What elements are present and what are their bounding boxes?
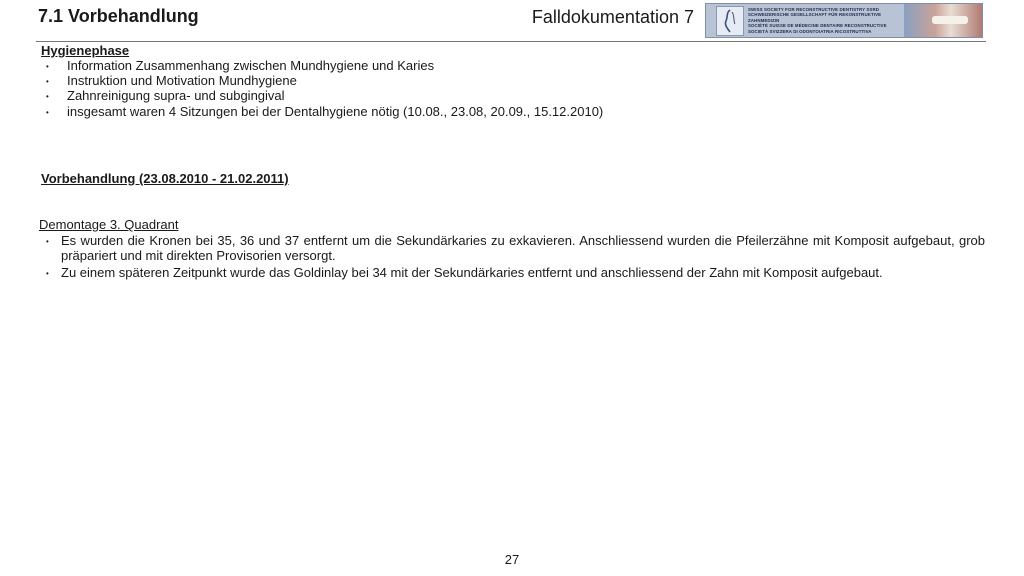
society-name [748,7,898,34]
tooth-emblem-icon [716,6,744,36]
society-line: SOCIETÀ SVIZZERA DI ODONTOIATRIA RICOSTRUTTIVA [748,28,872,34]
document-label: Falldokumentation 7 [531,7,694,27]
list-item: • Es wurden die Kronen bei 35, 36 und 37 entfernt um die Sekundärkaries zu exkavieren. Anschliessend wurden die Pfeilerzähne mit Komposit aufgebaut, grob präpariert und mit direkten Provisorien versorgt. [46,234,985,263]
smile-photo [904,4,982,37]
list-item: • Information Zusammenhang zwischen Mundhygiene und Karies [46,58,603,73]
list-item: • Zu einem späteren Zeitpunkt wurde das Goldinlay bei 34 mit der Sekundärkaries entfernt und anschliessend der Zahn mit Komposit aufgebaut. [46,266,985,281]
list-item: • insgesamt waren 4 Sitzungen bei der Dentalhygiene nötig (10.08., 23.08, 20.09., 15.12.2010) [46,104,603,119]
hygiene-list [46,58,603,119]
society-line: SWISS SOCIETY FOR RECONSTRUCTIVE DENTISTRY SSRD [748,7,879,12]
list-item: • Instruktion und Motivation Mundhygiene [46,73,603,88]
list-item: • Zahnreinigung supra- und subgingival [46,88,603,103]
society-logo-banner [705,3,983,38]
society-line: SCHWEIZERISCHE GESELLSCHAFT FÜR REKONSTRUKTIVE ZAHNMEDIZIN [748,12,882,23]
quadrant-subheading: Demontage 3. Quadrant [39,217,179,232]
page-number: 27 [504,552,520,567]
society-line: SOCIÉTÉ SUISSE DE MÉDECINE DENTAIRE RECONSTRUCTIVE [748,23,887,29]
slide-title: 7.1 Vorbehandlung [38,6,199,26]
pretreatment-list [46,234,985,284]
pretreatment-heading: Vorbehandlung (23.08.2010 - 21.02.2011) [41,171,289,186]
header-divider [36,41,986,42]
hygiene-heading: Hygienephase [41,43,130,58]
